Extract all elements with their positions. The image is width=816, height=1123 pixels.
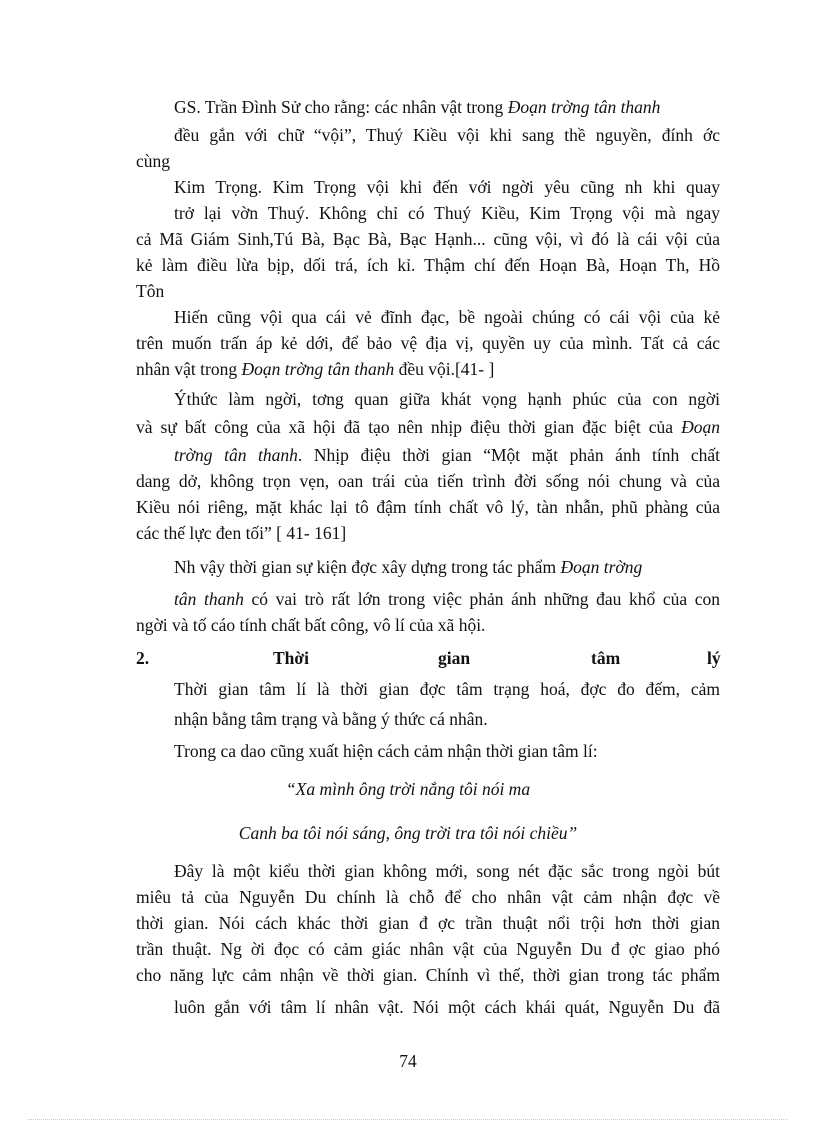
text-line: đều gắn với chữ “vội”, Thuý Kiều vội khi sang thề nguyền, đính ớc [174, 125, 720, 145]
text-line: Hiến cũng vội qua cái vẻ đĩnh đạc, bề ngoài chúng có cái vội của kẻ [174, 307, 720, 327]
text-line [174, 96, 720, 118]
heading-word: lý [707, 648, 721, 668]
text-run: nhân vật trong [136, 359, 242, 379]
italic-title: Đoạn trờng tân thanh [507, 97, 661, 117]
verse-line: “Xa mình ông trời nắng tôi nói ma [285, 779, 531, 799]
text-line: miêu tả của Nguyễn Du chính là chỗ để cho nhân vật cảm nhận đợc về [136, 887, 720, 907]
italic-title: trờng tân thanh [174, 445, 298, 465]
text-line: Đây là một kiểu thời gian không mới, song nét đặc sắc trong ngòi bút [174, 861, 720, 881]
text-line: cho năng lực cảm nhận về thời gian. Chính vì thế, thời gian trong tác phẩm [136, 965, 720, 985]
text-line [136, 358, 720, 380]
text-line: Thời gian tâm lí là thời gian đợc tâm trạng hoá, đợc đo đếm, cảm [174, 679, 720, 699]
italic-title: Đoạn [681, 417, 720, 437]
section-heading [136, 646, 720, 670]
text-line: kẻ làm điều lừa bịp, dối trá, ích kỉ. Thậm chí đến Hoạn Bà, Hoạn Th, Hồ [136, 255, 720, 275]
text-line: Trong ca dao cũng xuất hiện cách cảm nhận thời gian tâm lí: [174, 741, 598, 761]
text-line: các thế lực đen tối” [ 41- 161] [136, 523, 347, 543]
text-line: ngời và tố cáo tính chất bất công, vô lí của xã hội. [136, 615, 486, 635]
text-line: cả Mã Giám Sinh,Tú Bà, Bạc Bà, Bạc Hạnh... cũng vội, vì đó là cái vội của [136, 229, 720, 249]
text-run: GS. Trần Đình Sử cho rằng: các nhân vật trong [174, 97, 508, 117]
text-line: nhận bằng tâm trạng và bằng ý thức cá nhân. [174, 709, 488, 729]
text-run: có vai trò rất lớn trong việc phản ánh những đau khổ của con [243, 589, 720, 609]
text-run: . Nhịp điệu thời gian “Một mặt phản ánh tính chất [297, 445, 720, 465]
text-run: đều vội.[41- ] [394, 359, 495, 379]
text-line [174, 444, 720, 466]
text-line [174, 588, 720, 610]
heading-word: tâm [591, 648, 621, 668]
text-line [136, 416, 720, 438]
text-run: và sự bất công của xã hội đã tạo nên nhịp điệu thời gian đặc biệt của [136, 417, 682, 437]
italic-title: tân thanh [174, 589, 244, 609]
heading-number: 2. [136, 648, 150, 668]
page-number: 74 [399, 1051, 417, 1071]
text-line: Kim Trọng. Kim Trọng vội khi đến với ngời yêu cũng nh khi quay [174, 177, 720, 197]
text-line: cùng [136, 151, 171, 171]
text-line: thời gian. Nói cách khác thời gian đ ợc trần thuật nổi trội hơn thời gian [136, 913, 720, 933]
text-run: Nh vậy thời gian sự kiện đợc xây dựng trong tác phẩm [174, 557, 561, 577]
text-line: Ýthức làm ngời, tơng quan giữa khát vọng hạnh phúc của con ngời [174, 389, 720, 409]
italic-title: Đoạn trờng tân thanh [241, 359, 395, 379]
text-line: dang dở, không trọn vẹn, oan trái của tiến trình đời sống nói chung và của [136, 471, 720, 491]
italic-title: Đoạn trờng [560, 557, 643, 577]
heading-word: Thời [273, 648, 309, 668]
text-line: trở lại vờn Thuý. Không chỉ có Thuý Kiều, Kim Trọng vội mà ngay [174, 203, 720, 223]
text-line: trên muốn trấn áp kẻ dới, để bảo vệ địa vị, quyền uy của mình. Tất cả các [136, 333, 720, 353]
bottom-dotted-rule [28, 1119, 788, 1120]
text-line: luôn gắn với tâm lí nhân vật. Nói một cách khái quát, Nguyễn Du đã [174, 997, 720, 1017]
verse-line: Canh ba tôi nói sáng, ông trời tra tôi nói chiều” [238, 823, 578, 843]
text-line: Tôn [136, 281, 165, 301]
heading-word: gian [438, 648, 471, 668]
text-line [174, 556, 720, 578]
text-line: Kiều nói riêng, mặt khác lại tô đậm tính chất vô lý, tàn nhẫn, phũ phàng của [136, 497, 720, 517]
text-line: trần thuật. Ng ời đọc có cảm giác nhân vật của Nguyễn Du đ ợc giao phó [136, 939, 720, 959]
